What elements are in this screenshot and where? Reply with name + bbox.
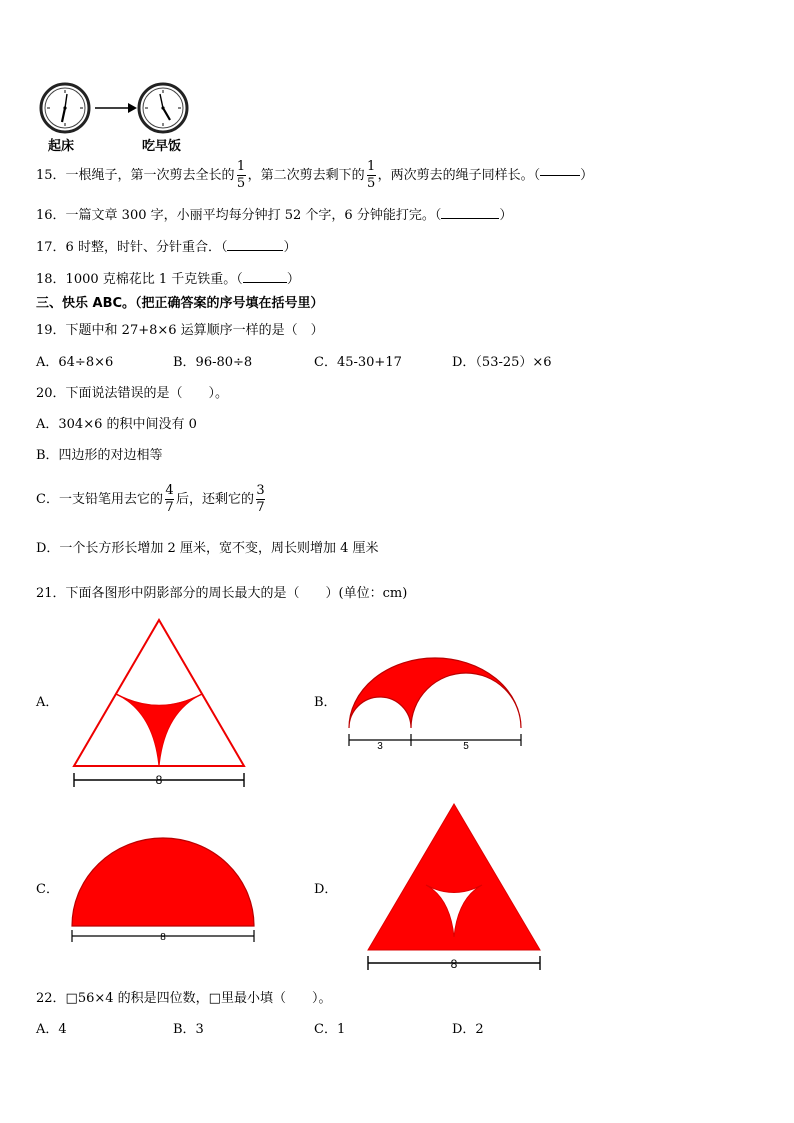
q16-text: 一篇文章 300 字，小丽平均每分钟打 52 个字，6 分钟能打完。（ <box>65 208 442 223</box>
figure-d-dimension: 8 <box>450 957 458 971</box>
q18-end: ） <box>286 272 300 287</box>
answer-blank[interactable] <box>540 175 580 176</box>
answer-blank[interactable] <box>227 250 283 251</box>
q21-label-c[interactable]: C． <box>36 882 59 897</box>
figure-b-dimension-2: 5 <box>463 741 469 752</box>
q19-option-a[interactable]: A．64÷8×6 <box>36 355 114 370</box>
q20-c-text-2: 后，还剩它的 <box>175 491 254 507</box>
question-18 <box>36 272 300 288</box>
q20-c-fraction-1 <box>165 484 174 515</box>
answer-blank[interactable] <box>441 218 499 219</box>
q18-number: 18． <box>36 272 66 287</box>
wake-clock-icon <box>41 84 89 132</box>
figure-c <box>66 832 260 944</box>
q17-text: 6 时整，时针、分针重合．（ <box>65 240 228 255</box>
fraction-numerator: 1 <box>366 159 376 174</box>
question-22: 22．□56×4 的积是四位数，□里最小填（ ）。 <box>36 991 332 1006</box>
question-19: 19．下题中和 27+8×6 运算顺序一样的是（ ） <box>36 323 324 338</box>
question-21: 21．下面各图形中阴影部分的周长最大的是（ ）(单位：cm) <box>36 586 408 601</box>
wake-label: 起床 <box>48 139 75 154</box>
q20-option-d[interactable]: D．一个长方形长增加 2 厘米，宽不变，周长则增加 4 厘米 <box>36 541 379 556</box>
q17-number: 17． <box>36 240 66 255</box>
q21-label-d[interactable]: D． <box>314 882 338 897</box>
q15-number: 15． <box>36 167 66 183</box>
q20-c-fraction-2 <box>256 484 265 515</box>
q17-end: ） <box>283 240 297 255</box>
q22-option-d[interactable]: D．2 <box>452 1022 484 1037</box>
section-heading: 三、快乐 ABC。（把正确答案的序号填在括号里） <box>36 296 324 311</box>
q15-text-1: 一根绳子，第一次剪去全长的 <box>65 167 235 183</box>
q19-option-c[interactable]: C．45-30+17 <box>314 355 402 370</box>
q15-fraction-1 <box>237 160 246 191</box>
q22-option-c[interactable]: C．1 <box>314 1022 346 1037</box>
fraction-numerator: 3 <box>256 483 265 498</box>
q15-text-3: ，两次剪去的绳子同样长。（ <box>377 167 541 183</box>
breakfast-clock-icon <box>139 84 187 132</box>
q16-end: ） <box>499 208 513 223</box>
fraction-denominator: 5 <box>366 176 376 191</box>
q15-text-4: ） <box>580 167 594 183</box>
q21-label-a[interactable]: A． <box>36 695 59 710</box>
figure-a <box>64 612 254 792</box>
fraction-numerator: 1 <box>236 159 246 174</box>
figure-b-dimension-1: 3 <box>377 741 383 752</box>
answer-blank[interactable] <box>243 282 287 283</box>
question-16 <box>36 208 512 224</box>
question-15 <box>36 160 593 191</box>
q20-option-a[interactable]: A．304×6 的积中间没有 0 <box>36 417 197 432</box>
q20-option-b[interactable]: B．四边形的对边相等 <box>36 448 163 463</box>
q19-option-b[interactable]: B．96-80÷8 <box>173 355 253 370</box>
q16-number: 16． <box>36 208 66 223</box>
q19-option-d[interactable]: D．（53-25）×6 <box>452 355 552 370</box>
q15-fraction-2 <box>367 160 376 191</box>
fraction-numerator: 4 <box>165 483 174 498</box>
question-20: 20．下面说法错误的是（ ）。 <box>36 386 229 401</box>
q21-label-b[interactable]: B． <box>314 695 337 710</box>
q22-option-b[interactable]: B．3 <box>173 1022 204 1037</box>
figure-a-dimension: 8 <box>155 773 163 787</box>
fraction-denominator: 7 <box>165 500 174 515</box>
q18-text: 1000 克棉花比 1 千克铁重。（ <box>65 272 243 287</box>
figure-c-dimension: 8 <box>160 932 166 943</box>
q20-c-text-1: C．一支铅笔用去它的 <box>36 491 163 507</box>
figure-d <box>362 800 546 978</box>
question-17 <box>36 240 296 256</box>
q22-option-a[interactable]: A．4 <box>36 1022 67 1037</box>
breakfast-label: 吃早饭 <box>142 139 182 154</box>
arrow-right-icon <box>95 103 137 113</box>
fraction-denominator: 7 <box>256 500 265 515</box>
q15-text-2: ，第二次剪去剩下的 <box>247 167 365 183</box>
fraction-denominator: 5 <box>236 176 246 191</box>
q20-option-c[interactable] <box>36 484 267 515</box>
figure-b <box>344 650 528 754</box>
